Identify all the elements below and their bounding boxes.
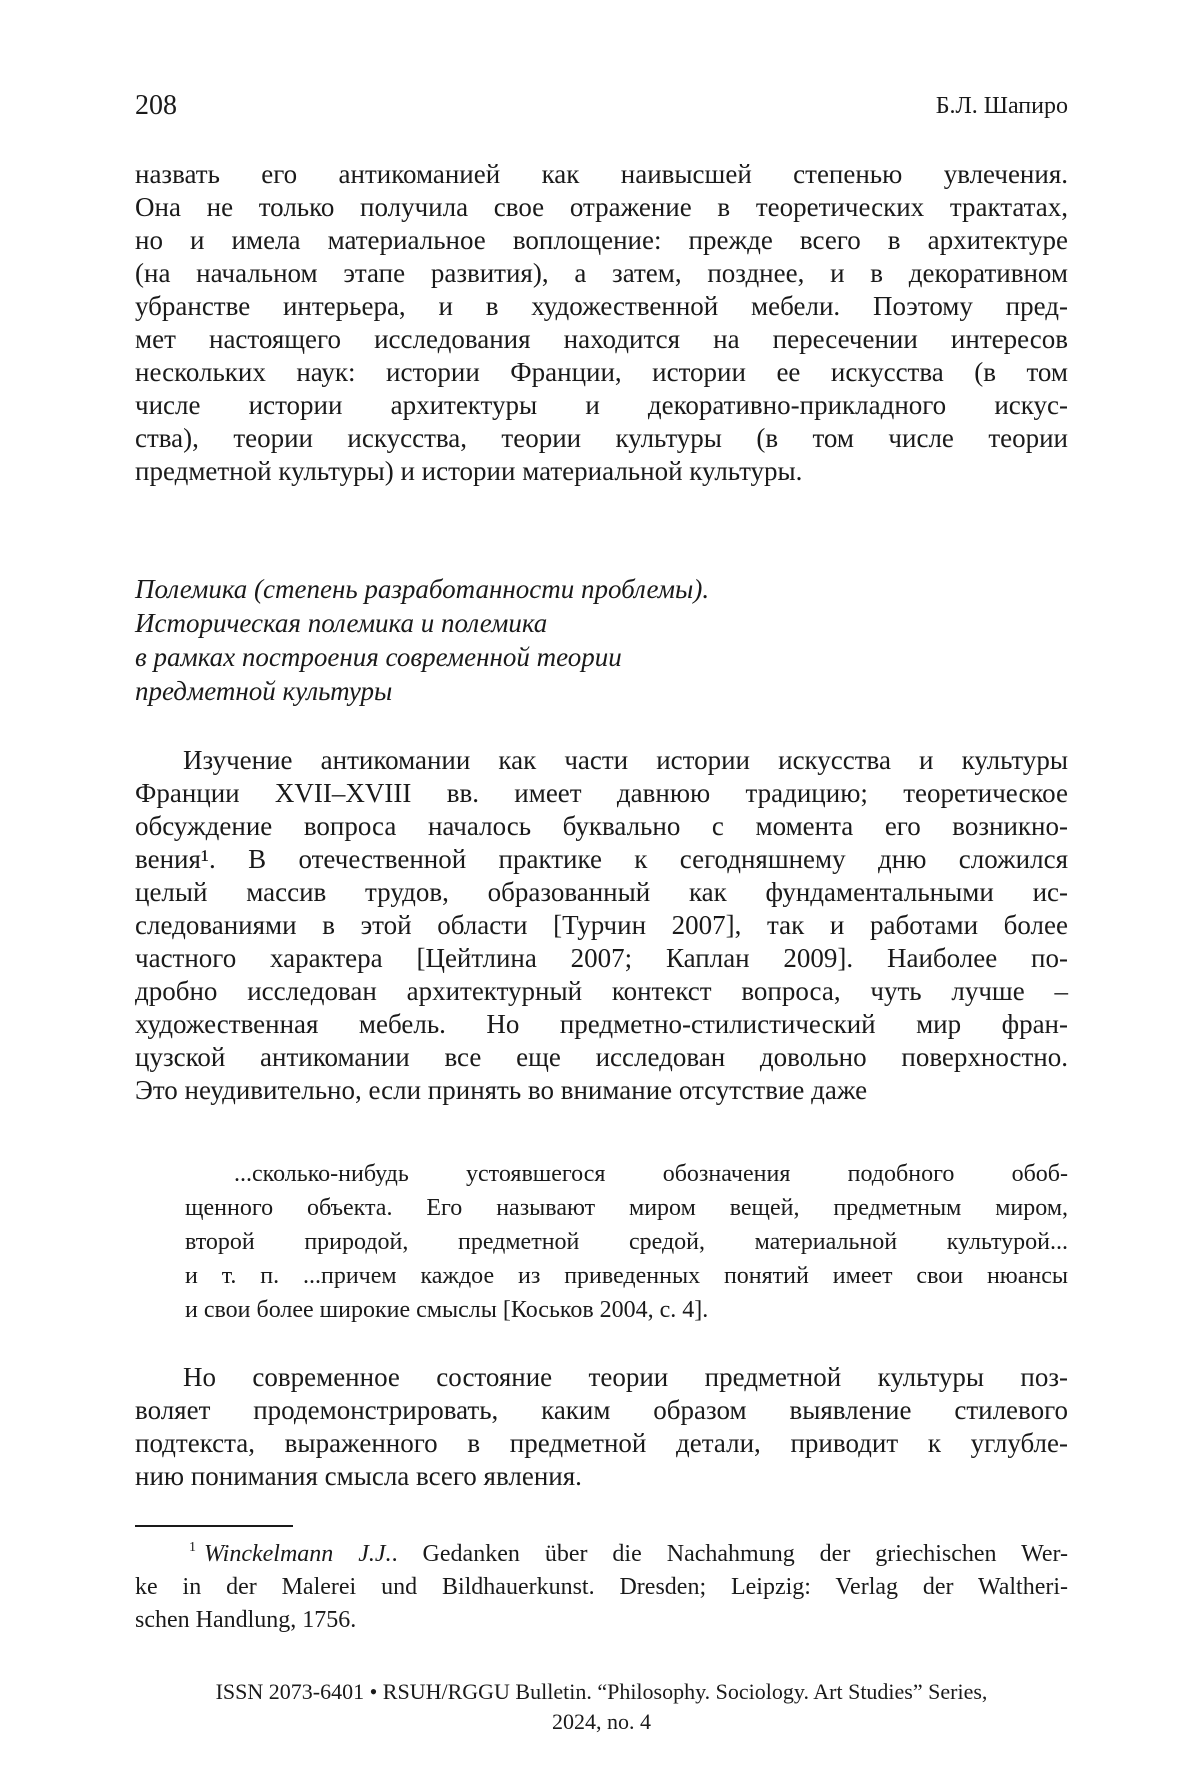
paragraph-3: [135, 1361, 1068, 1493]
paragraph-1: [135, 158, 1068, 488]
paragraph3-line: Но современное состояние теории предметной культуры поз-: [183, 1362, 1068, 1392]
paragraph2-line: частного характера [Цейтлина 2007; Каплан 2009]. Наиболее по-: [135, 943, 1068, 973]
paragraph1-line: Она не только получила свое отражение в теоретических трактатах,: [135, 192, 1068, 222]
quote-line: и т. п. ...причем каждое из приведенных понятий имеет свои нюансы: [185, 1263, 1068, 1289]
paragraph2-line: дробно исследован архитектурный контекст вопроса, чуть лучше –: [135, 976, 1068, 1006]
footnote-line: schen Handlung, 1756.: [135, 1607, 357, 1633]
paragraph2-line: художественная мебель. Но предметно-стилистический мир фран-: [135, 1009, 1068, 1039]
page-number: 208: [135, 90, 177, 121]
paragraph2-line: Это неудивительно, если принять во внимание отсутствие даже: [135, 1075, 868, 1105]
paragraph3-line: подтекста, выраженного в предметной детали, приводит к углубле-: [135, 1428, 1068, 1458]
paragraph1-line: ства), теории искусства, теории культуры (в том числе теории: [135, 423, 1068, 453]
section_heading-line: в рамках построения современной теории: [135, 642, 622, 672]
paragraph2-line: Франции XVII–XVIII вв. имеет давнюю традицию; теоретическое: [135, 778, 1068, 808]
paragraph1-line: (на начальном этапе развития), а затем, позднее, и в декоративном: [135, 258, 1068, 288]
footnote-marker: 1: [189, 1540, 196, 1555]
paragraph1-line: нескольких наук: истории Франции, истории ее искусства (в том: [135, 357, 1068, 387]
running-author: Б.Л. Шапиро: [935, 93, 1068, 119]
footnote: [135, 1538, 1068, 1637]
paragraph2-line: Изучение антикомании как части истории искусства и культуры: [183, 745, 1068, 775]
footnote-separator: [135, 1525, 293, 1527]
paragraph2-line: целый массив трудов, образованный как фундаментальными ис-: [135, 877, 1068, 907]
paragraph2-line: следованиями в этой области [Турчин 2007], так и работами более: [135, 910, 1068, 940]
quote-line: щенного объекта. Его называют миром вещей, предметным миром,: [185, 1195, 1068, 1221]
block-quote: [185, 1157, 1068, 1327]
footer-line: ISSN 2073-6401 • RSUH/RGGU Bulletin. “Philosophy. Sociology. Art Studies” Series,: [215, 1679, 988, 1704]
paragraph2-line: вения¹. В отечественной практике к сегодняшнему дню сложился: [135, 844, 1068, 874]
footnote-author: Winckelmann J.J.: [204, 1541, 392, 1567]
paragraph1-line: мет настоящего исследования находится на пересечении интересов: [135, 324, 1068, 354]
footnote-line: ke in der Malerei und Bildhauerkunst. Dresden; Leipzig: Verlag der Waltheri-: [135, 1574, 1068, 1600]
section_heading-line: предметной культуры: [135, 676, 393, 706]
section_heading-line: Историческая полемика и полемика: [135, 608, 548, 638]
quote-line: второй природой, предметной средой, материальной культурой...: [185, 1229, 1068, 1255]
footer-line: 2024, no. 4: [552, 1709, 651, 1734]
paragraph1-line: но и имела материальное воплощение: прежде всего в архитектуре: [135, 225, 1068, 255]
paragraph3-line: нию понимания смысла всего явления.: [135, 1461, 582, 1491]
journal-footer: [135, 1677, 1068, 1737]
paragraph2-line: цузской антикомании все еще исследован довольно поверхностно.: [135, 1042, 1068, 1072]
paragraph1-line: убранстве интерьера, и в художественной мебели. Поэтому пред-: [135, 291, 1068, 321]
footnote-line: [135, 1538, 1068, 1571]
paragraph3-line: воляет продемонстрировать, каким образом выявление стилевого: [135, 1395, 1068, 1425]
running-header: [135, 88, 1068, 124]
paragraph-2: [135, 744, 1068, 1107]
quote-line: и свои более широкие смыслы [Коськов 2004, с. 4].: [185, 1297, 709, 1323]
paragraph1-line: назвать его антикоманией как наивысшей степенью увлечения.: [135, 159, 1068, 189]
paragraph1-line: предметной культуры) и истории материальной культуры.: [135, 456, 803, 486]
section-heading: [135, 572, 1068, 708]
quote-line: ...сколько-нибудь устоявшегося обозначения подобного обоб-: [234, 1161, 1068, 1187]
paragraph1-line: числе истории архитектуры и декоративно-прикладного искус-: [135, 390, 1068, 420]
footnote-text: . Gedanken über die Nachahmung der griechischen Wer-: [391, 1541, 1068, 1567]
paragraph2-line: обсуждение вопроса началось буквально с момента его возникно-: [135, 811, 1068, 841]
section_heading-line: Полемика (степень разработанности проблемы).: [135, 574, 710, 604]
